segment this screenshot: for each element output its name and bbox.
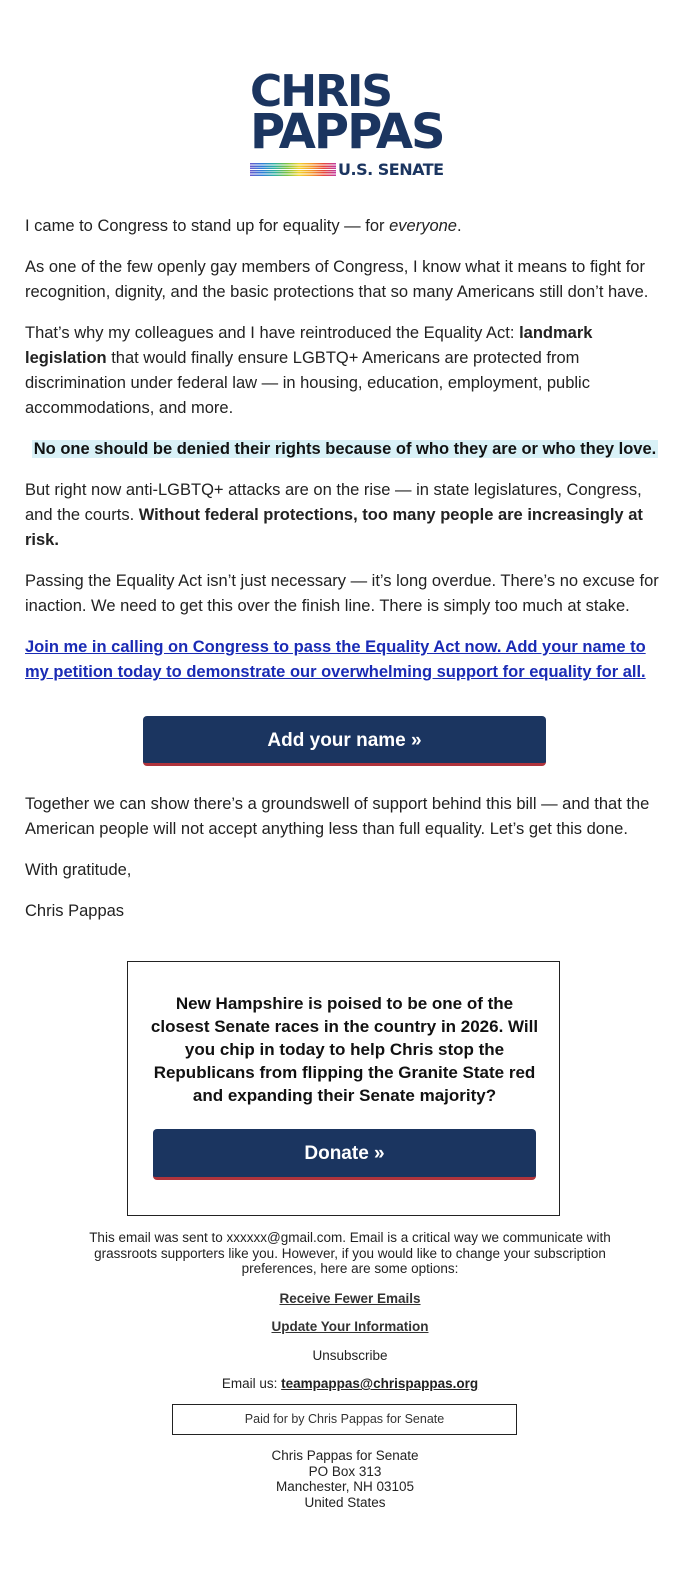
address-po-box: PO Box 313	[308, 1463, 382, 1479]
paragraph-intro: I came to Congress to stand up for equality — for everyone.	[25, 217, 462, 235]
paragraph-cta	[25, 635, 665, 685]
logo-last-name: PAPPAS	[250, 104, 444, 160]
paragraph-background: As one of the few openly gay members of Congress, I know what it means to fight for recognition, dignity, and the basic protections that so many Americans still don’t have.	[25, 258, 649, 301]
donate-ask-text: New Hampshire is poised to be one of the closest Senate races in the country in 2026. Will you chip in today to help Chris stop the Republicans from flipping the Granite State red and expanding their Senate majority?	[150, 994, 539, 1105]
email-body	[25, 214, 665, 701]
rainbow-stripes-icon	[250, 163, 336, 177]
footer-email-line: Email us: teampappas@chrispappas.org	[221, 1376, 479, 1391]
footer-notice: This email was sent to xxxxxx@gmail.com. Email is a critical way we communicate with grassroots supporters like you. However, if you would like to change your subscription preferences, here are some options:	[89, 1230, 611, 1276]
highlight-line	[25, 437, 665, 462]
address-country: United States	[304, 1494, 386, 1510]
petition-link[interactable]: Join me in calling on Congress to pass the Equality Act now. Add your name to my petition today to demonstrate our overwhelming support for equality for all.	[25, 638, 646, 681]
footer-option-fewer	[70, 1291, 630, 1307]
unsubscribe-link[interactable]: Unsubscribe	[312, 1347, 388, 1363]
paragraph-overdue: Passing the Equality Act isn’t just necessary — it’s long overdue. There’s no excuse for inaction. We need to get this over the finish line. There is simply too much at stake.	[25, 572, 659, 615]
update-information-link[interactable]: Update Your Information	[271, 1319, 429, 1334]
paragraph-together: Together we can show there’s a groundswell of support behind this bill — and that the American people will not accept anything less than full equality. Let’s get this done.	[25, 795, 650, 838]
add-your-name-button[interactable]: Add your name »	[143, 716, 546, 766]
mailing-address	[200, 1448, 490, 1510]
logo-subline	[250, 160, 444, 179]
signoff: With gratitude,	[25, 861, 132, 879]
address-name: Chris Pappas for Senate	[271, 1448, 419, 1463]
signature: Chris Pappas	[25, 902, 125, 920]
footer-option-update	[70, 1319, 630, 1335]
logo-senate-text: U.S. SENATE	[338, 160, 444, 179]
highlight-text: No one should be denied their rights because of who they are or who they love.	[33, 440, 657, 458]
donate-box	[127, 961, 560, 1216]
receive-fewer-emails-link[interactable]: Receive Fewer Emails	[279, 1290, 421, 1306]
paid-for-disclaimer: Paid for by Chris Pappas for Senate	[172, 1404, 517, 1435]
paragraph-equality-act: That’s why my colleagues and I have reintroduced the Equality Act: landmark legislation that would finally ensure LGBTQ+ Americans are protected from discrimination under federal law — in housing, education, employment, public accommodations, and more.	[25, 324, 593, 417]
contact-email-link[interactable]: teampappas@chrispappas.org	[281, 1376, 479, 1391]
address-city: Manchester, NH 03105	[275, 1479, 415, 1494]
logo-first-name: CHRIS	[250, 66, 392, 117]
campaign-logo	[250, 66, 460, 180]
paragraph-attacks: But right now anti-LGBTQ+ attacks are on the rise — in state legislatures, Congress, and the courts. Without federal protections, too many people are increasingly at risk.	[25, 481, 643, 549]
donate-button[interactable]: Donate »	[153, 1129, 536, 1180]
email-footer	[70, 1230, 630, 1405]
email-closing	[25, 792, 665, 940]
